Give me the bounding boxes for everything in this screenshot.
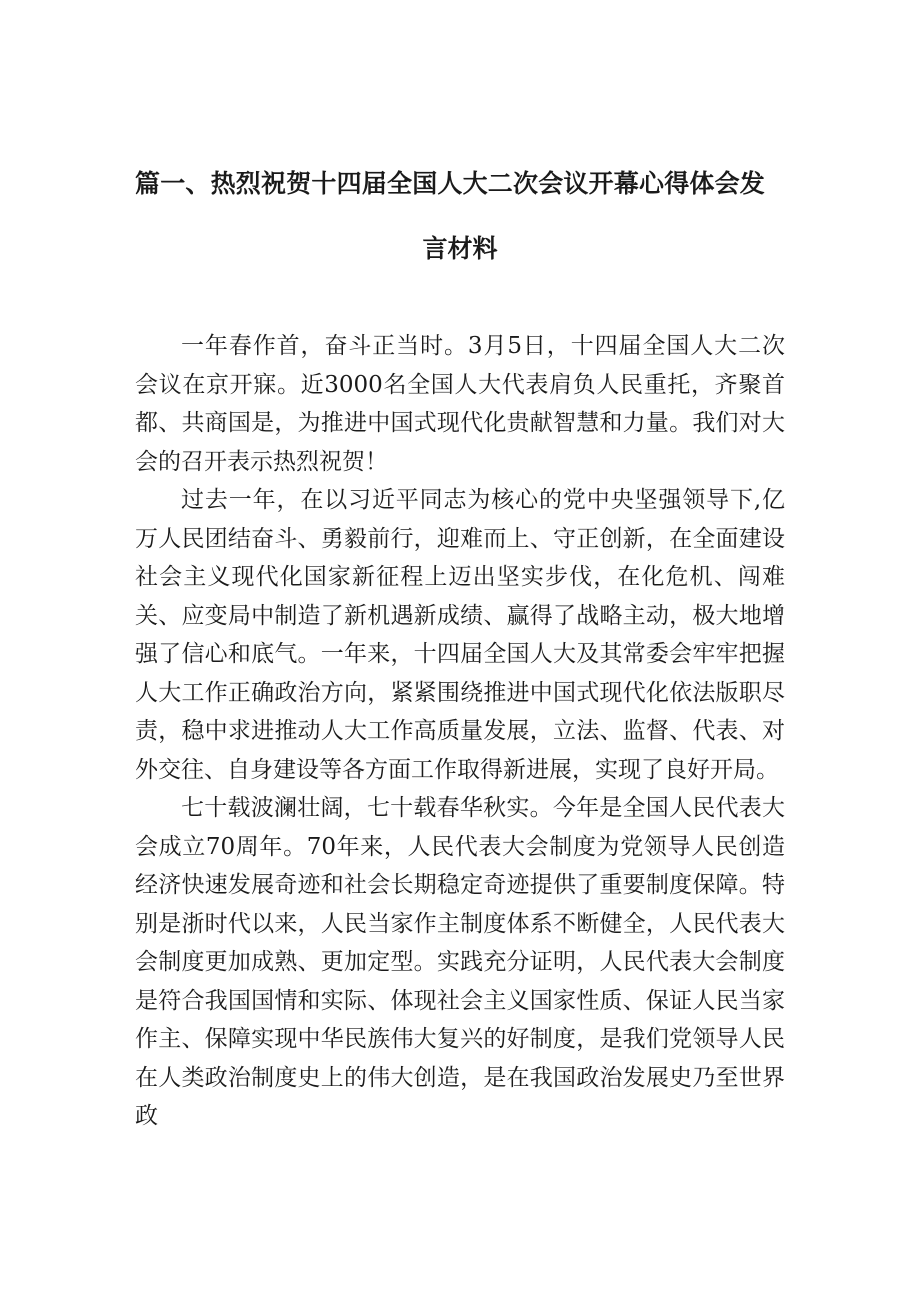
document-title-line-1: 篇一、热烈祝贺十四届全国人大二次会议开幕心得体会发 [135, 169, 766, 198]
paragraph-2: 过去一年，在以习近平同志为核心的党中央坚强领导下,亿万人民团结奋斗、勇毅前行，迎难而上、守正创新，在全面建设社会主义现代化国家新征程上迈出坚实步伐，在化危机、闯难关、应变局中制造了新机遇新成绩、赢得了战略主动，极大地增强了信心和底气。一年来，十四届全国人大及其常委会牢牢把握人大工作正确政治方向，紧紧围绕推进中国式现代化依法版职尽责，稳中求进推动人大工作高质量发展，立法、监督、代表、对外交往、自身建设等各方面工作取得新进展，实现了良好开局。 [135, 487, 785, 783]
paragraph-1: 一年春作首，奋斗正当时。3月5日，十四届全国人大二次会议在京开寐。近3000名全国人大代表肩负人民重托，齐聚首都、共商国是，为推进中国式现代化贵献智慧和力量。我们对大会的召开表示热烈祝贺！ [135, 333, 785, 475]
document-body [135, 327, 785, 1136]
paragraph-3: 七十载波澜壮阔，七十载春华秋实。今年是全国人民代表大会成立70周年。70年来，人民代表大会制度为党领导人民创造经济快速发展奇迹和社会长期稳定奇迹提供了重要制度保障。特别是浙时代以来，人民当家作主制度体系不断健全，人民代表大会制度更加成熟、更加定型。实践充分证明，人民代表大会制度是符合我国国情和实际、体现社会主义国家性质、保证人民当家作主、保障实现中华民族伟大复兴的好制度，是我们党领导人民在人类政治制度史上的伟大创造，是在我国政治发展史乃至世界政 [135, 795, 785, 1129]
document-title-line-2: 言材料 [422, 234, 498, 263]
